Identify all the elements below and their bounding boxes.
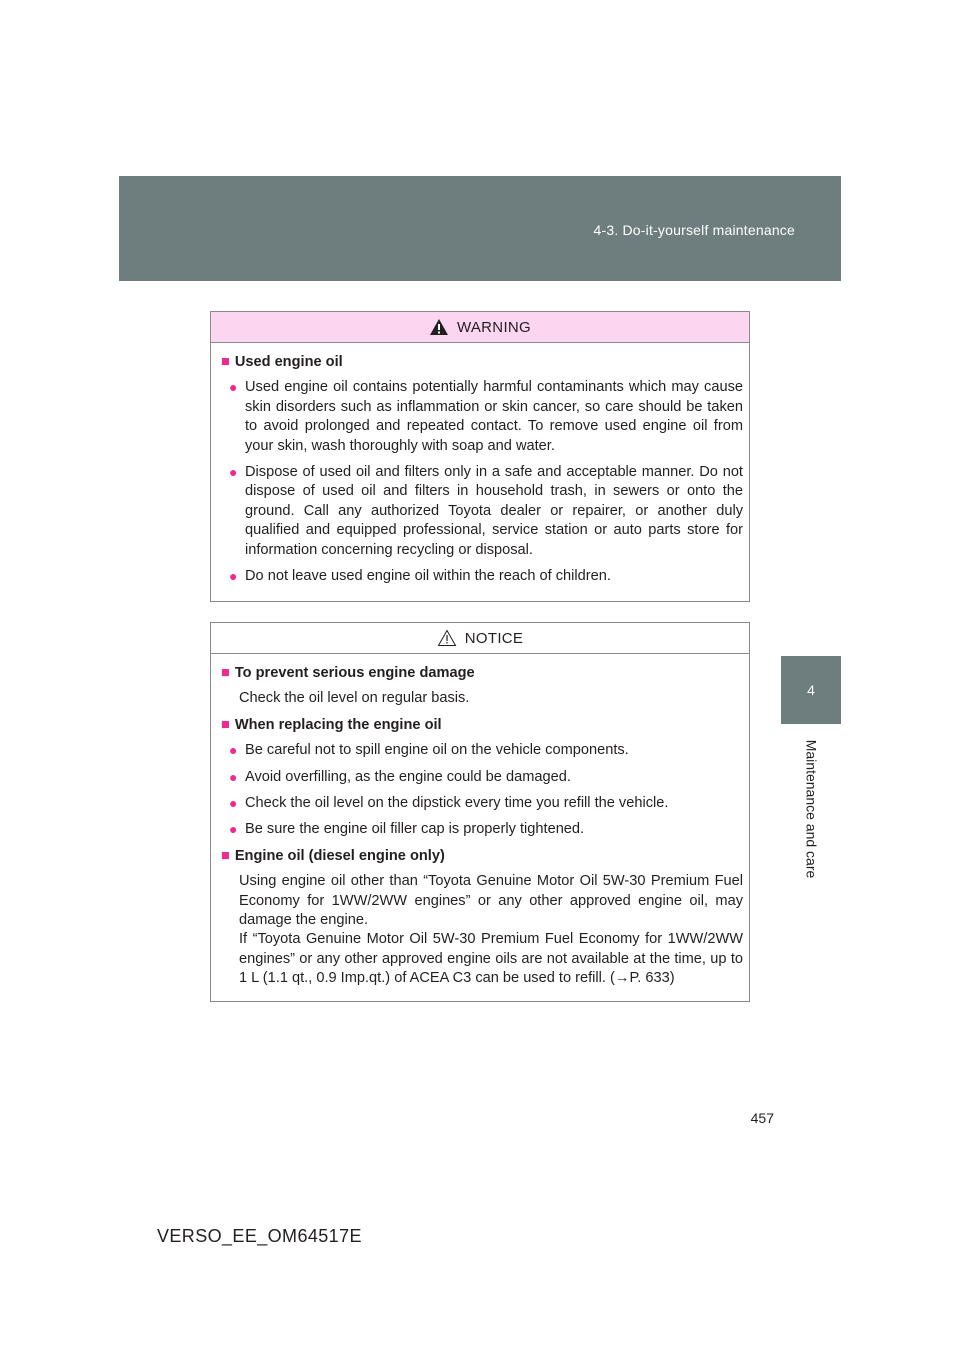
notice-title: NOTICE: [464, 629, 524, 647]
list-item: ● Be careful not to spill engine oil on the vehicle components.: [229, 741, 743, 760]
circle-bullet-icon: ●: [229, 795, 238, 812]
notice-text: If “Toyota Genuine Motor Oil 5W-30 Premium Fuel Economy for 1WW/2WW engines” or any other approved engine oils are not available at the time, up to 1 L (1.1 qt., 0.9 Imp.qt.) of ACEA C3 can be used to refill. (→P. 633): [239, 931, 743, 987]
warning-title: WARNING: [456, 318, 532, 336]
list-item: ● Do not leave used engine oil within the reach of children.: [229, 567, 743, 586]
notice-heading-engine-damage: ■ To prevent serious engine damage: [221, 664, 743, 683]
warning-heading: ■ Used engine oil: [221, 353, 743, 372]
header-band: [119, 176, 841, 281]
notice-heading-diesel-oil: ■ Engine oil (diesel engine only): [221, 847, 743, 866]
warning-box: [210, 311, 750, 602]
square-heading-icon: ■: [221, 665, 230, 681]
notice-triangle-icon: [437, 629, 457, 647]
list-item: ● Dispose of used oil and filters only in a safe and acceptable manner. Do not dispose of used oil and filters in household trash, in sewers or onto the ground. Call any authorized Toyota dealer or repairer, or another duly qualified and equipped professional, service station or auto parts store for information concerning recycling or disposal.: [229, 463, 743, 560]
warning-body: [211, 343, 749, 586]
notice-text: Using engine oil other than “Toyota Genuine Motor Oil 5W-30 Premium Fuel Economy for 1WW/2WW engines” or any other approved engine oil, may damage the engine.: [239, 873, 743, 929]
section-title: 4-3. Do-it-yourself maintenance: [593, 222, 795, 238]
circle-bullet-icon: ●: [229, 568, 238, 585]
list-item: ● Used engine oil contains potentially harmful contaminants which may cause skin disorders such as inflammation or skin cancer, so care should be taken to avoid prolonged and repeated contact. To remove used engine oil from your skin, wash thoroughly with soap and water.: [229, 378, 743, 456]
circle-bullet-icon: ●: [229, 742, 238, 759]
list-item: ● Be sure the engine oil filler cap is properly tightened.: [229, 820, 743, 839]
circle-bullet-icon: ●: [229, 379, 238, 396]
list-item: ● Check the oil level on the dipstick every time you refill the vehicle.: [229, 794, 743, 813]
footer-code: VERSO_EE_OM64517E: [157, 1226, 362, 1246]
warning-header: [211, 312, 749, 343]
chapter-tab: 4: [781, 656, 841, 724]
circle-bullet-icon: ●: [229, 821, 238, 838]
notice-box: [210, 622, 750, 1002]
square-heading-icon: ■: [221, 354, 230, 370]
square-heading-icon: ■: [221, 847, 230, 864]
page-number: 457: [750, 1110, 774, 1126]
circle-bullet-icon: ●: [229, 464, 238, 481]
warning-triangle-icon: [429, 318, 449, 336]
square-heading-icon: ■: [221, 716, 230, 733]
notice-header: [211, 623, 749, 654]
list-item: ● Avoid overfilling, as the engine could be damaged.: [229, 768, 743, 787]
notice-heading-replacing-oil: ■ When replacing the engine oil: [221, 716, 743, 735]
chapter-title: Maintenance and care: [803, 739, 820, 879]
notice-body: [211, 654, 749, 989]
circle-bullet-icon: ●: [229, 768, 238, 785]
notice-text: Check the oil level on regular basis.: [239, 690, 470, 707]
